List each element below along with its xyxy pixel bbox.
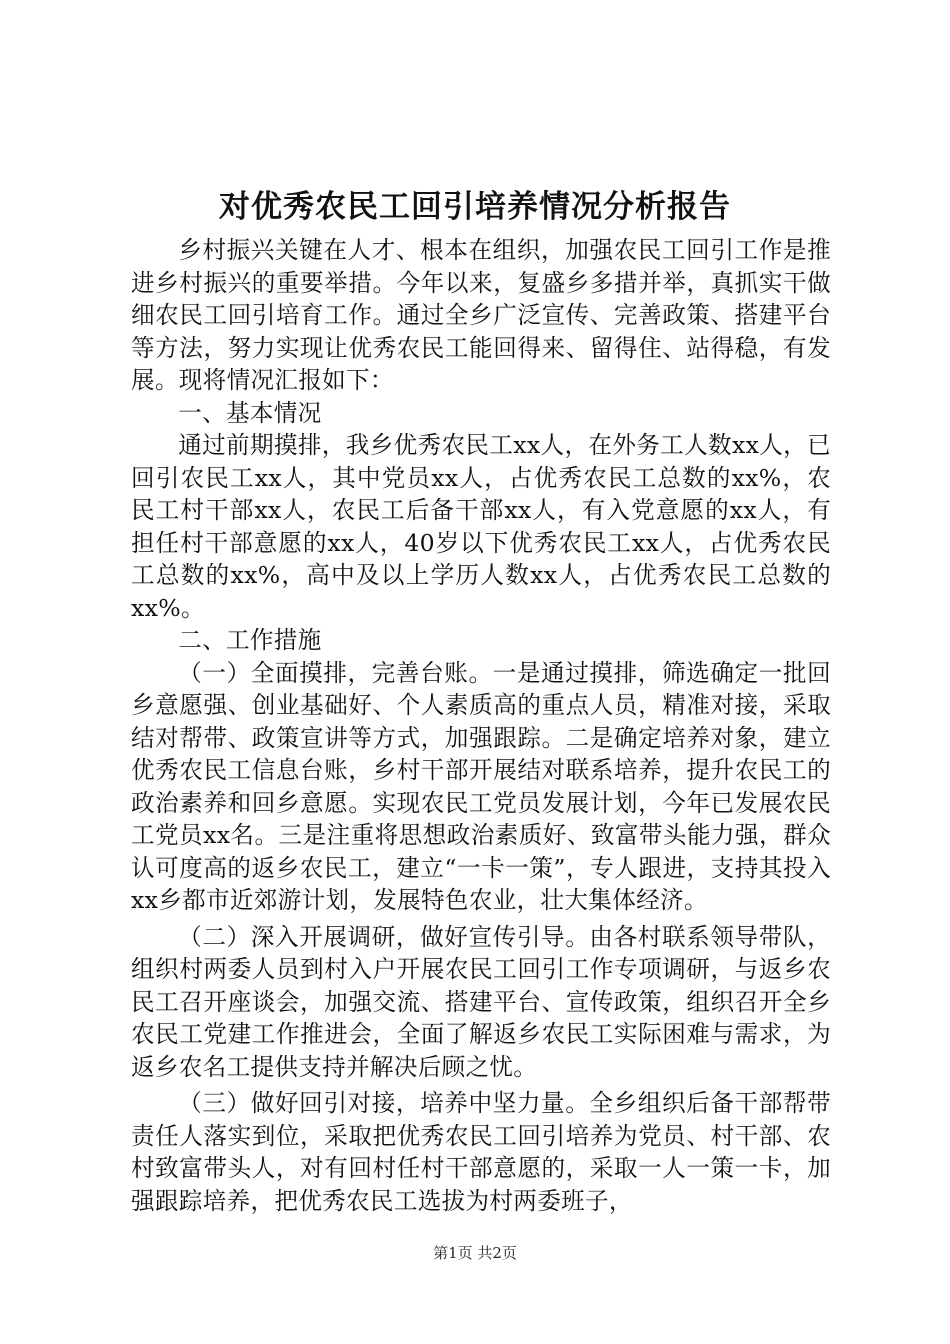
section-heading-measures: 二、工作措施 [178, 626, 322, 654]
basic-info-paragraph: 通过前期摸排，我乡优秀农民工xx人，在外务工人数xx人，已回引农民工xx人，其中党员xx人，占优秀农民工总数的xx%，农民工村干部xx人，农民工后备干部xx人，有入党意愿的xx人，有担任村干部意愿的xx人，40岁以下优秀农民工xx人，占优秀农民工总数的xx%，高中及以上学历人数xx人，占优秀农民工总数的xx%。 [131, 431, 831, 622]
document-body [131, 234, 831, 1217]
intro-paragraph: 乡村振兴关键在人才、根本在组织，加强农民工回引工作是推进乡村振兴的重要举措。今年以来，复盛乡多措并举，真抓实干做细农民工回引培育工作。通过全乡广泛宣传、完善政策、搭建平台等方法，努力实现让优秀农民工能回得来、留得住、站得稳，有发展。现将情况汇报如下： [131, 236, 831, 394]
section-heading-basic: 一、基本情况 [178, 398, 322, 427]
measure-paragraph-3: （三）做好回引对接，培养中坚力量。全乡组织后备干部帮带责任人落实到位，采取把优秀农民工回引培养为党员、村干部、农村致富带头人，对有回村任村干部意愿的，采取一人一策一卡，加强跟踪培养，把优秀农民工选拔为村两委班子， [131, 1089, 831, 1215]
measure-paragraph-2: （二）深入开展调研，做好宣传引导。由各村联系领导带队，组织村两委人员到村入户开展农民工回引工作专项调研，与返乡农民工召开座谈会，加强交流、搭建平台、宣传政策，组织召开全乡农民工党建工作推进会，全面了解返乡农民工实际困难与需求，为返乡农名工提供支持并解决后顾之忧。 [131, 922, 831, 1081]
page-footer: 第1页 共2页 [433, 1244, 517, 1262]
measure-paragraph-1: （一）全面摸排，完善台账。一是通过摸排，筛选确定一批回乡意愿强、创业基础好、个人素质高的重点人员，精准对接，采取结对帮带、政策宣讲等方式，加强跟踪。二是确定培养对象，建立优秀农民工信息台账，乡村干部开展结对联系培养，提升农民工的政治素养和回乡意愿。实现农民工党员发展计划，今年已发展农民工党员xx名。三是注重将思想政治素质好、致富带头能力强，群众认可度高的返乡农民工，建立“一卡一策”，专人跟进，支持其投入xx乡都市近郊游计划，发展特色农业，壮大集体经济。 [131, 658, 831, 914]
page-title: 对优秀农民工回引培养情况分析报告 [219, 189, 731, 225]
